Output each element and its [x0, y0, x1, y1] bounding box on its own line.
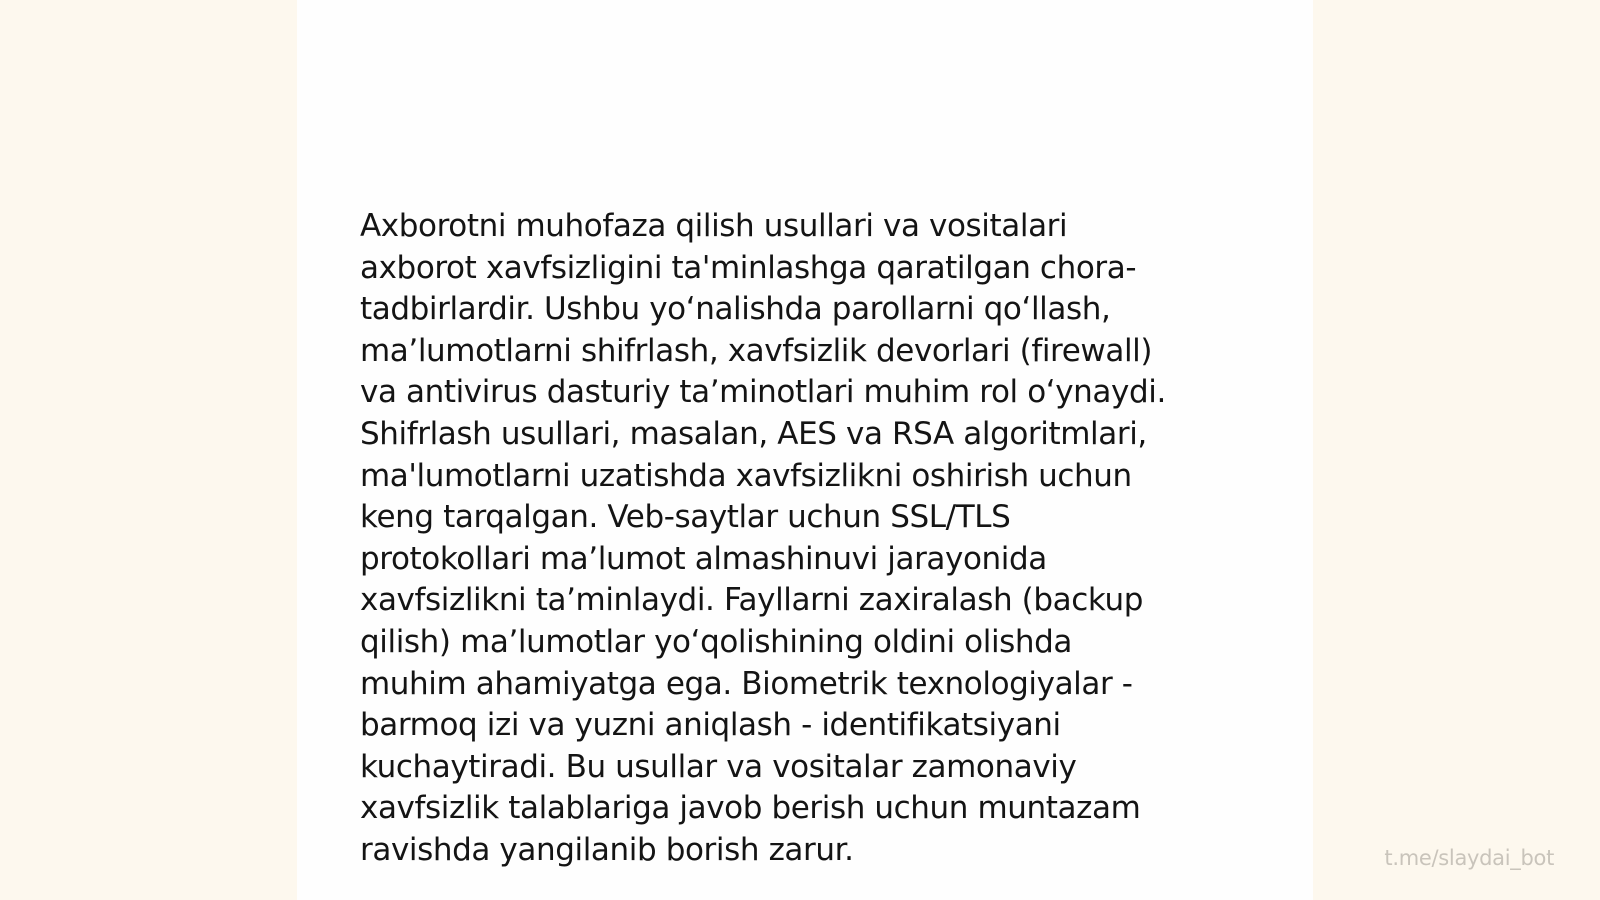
body-paragraph	[360, 206, 1220, 872]
paragraph-line: protokollari ma’lumot almashinuvi jarayonida	[360, 540, 1047, 577]
watermark-text: t.me/slaydai_bot	[1384, 846, 1554, 870]
paragraph-line: ma’lumotlarni shifrlash, xavfsizlik devorlari (firewall)	[360, 332, 1153, 369]
paragraph-line: xavfsizlik talablariga javob berish uchun muntazam	[360, 790, 1141, 827]
paragraph-line: Shifrlash usullari, masalan, AES va RSA algoritmlari,	[360, 415, 1147, 452]
paragraph-line: muhim ahamiyatga ega. Biometrik texnologiyalar -	[360, 665, 1133, 702]
paragraph-line: tadbirlardir. Ushbu yo‘nalishda parollarni qo‘llash,	[360, 291, 1111, 328]
paragraph-line: keng tarqalgan. Veb-saytlar uchun SSL/TLS	[360, 499, 1011, 536]
paragraph-line: ravishda yangilanib borish zarur.	[360, 831, 854, 868]
paragraph-line: xavfsizlikni ta’minlaydi. Fayllarni zaxiralash (backup	[360, 582, 1143, 619]
paragraph-line: axborot xavfsizligini ta'minlashga qaratilgan chora-	[360, 249, 1137, 286]
paragraph-line: Axborotni muhofaza qilish usullari va vositalari	[360, 208, 1068, 244]
paragraph-line: kuchaytiradi. Bu usullar va vositalar zamonaviy	[360, 748, 1077, 785]
paragraph-line: qilish) ma’lumotlar yo‘qolishining oldini olishda	[360, 623, 1073, 660]
paragraph-line: va antivirus dasturiy ta’minotlari muhim rol o‘ynaydi.	[360, 374, 1166, 411]
paragraph-line: ma'lumotlarni uzatishda xavfsizlikni oshirish uchun	[360, 457, 1132, 494]
paragraph-line: barmoq izi va yuzni aniqlash - identifikatsiyani	[360, 707, 1061, 744]
